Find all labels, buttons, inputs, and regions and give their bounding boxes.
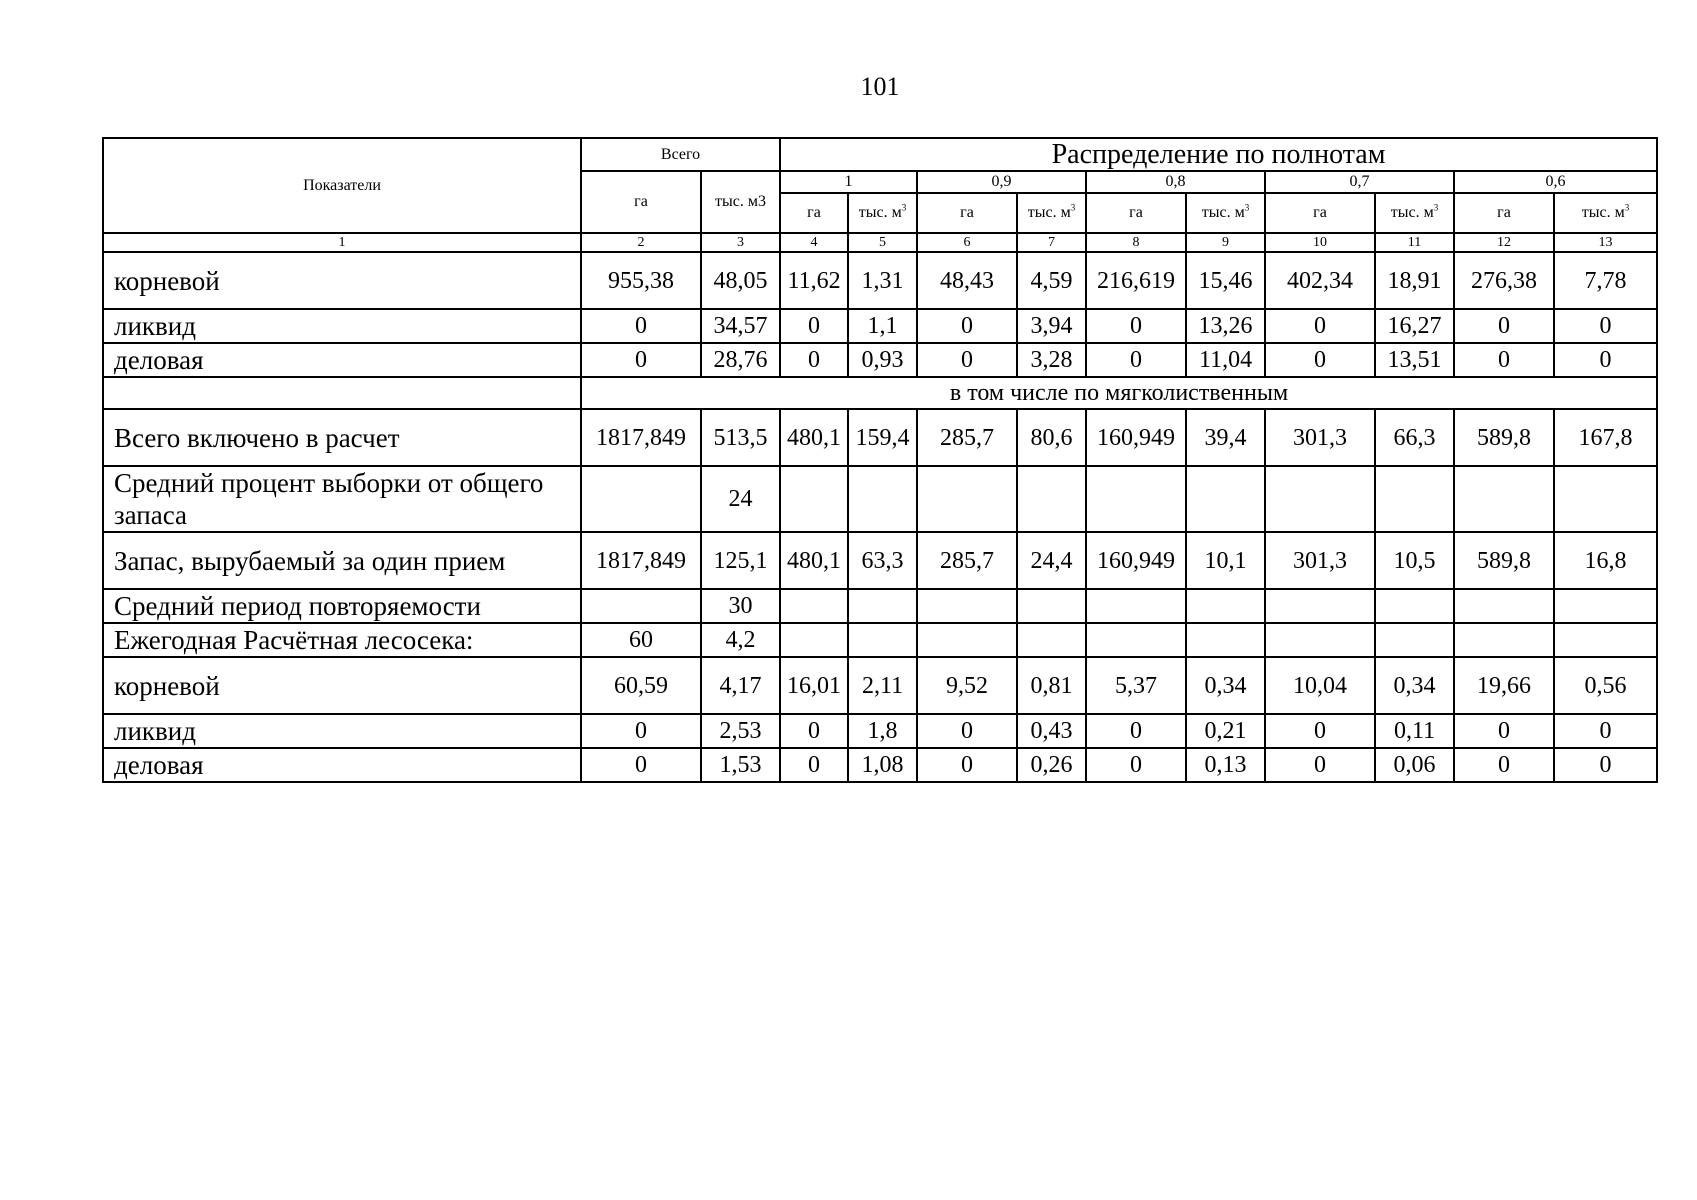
table-cell	[848, 623, 917, 657]
table-cell: 28,76	[701, 343, 780, 377]
page-number: 101	[860, 72, 900, 101]
unit-ha: га	[1454, 193, 1554, 233]
table-row	[103, 409, 1657, 466]
table-cell: 0,11	[1375, 714, 1454, 748]
table-cell: 0,34	[1375, 657, 1454, 714]
row-label: Средний процент выборки от общего запаса	[103, 466, 581, 532]
unit-m3: тыс. $м^3$	[1375, 193, 1454, 233]
column-number: 10	[1265, 233, 1375, 252]
table-cell	[780, 466, 848, 532]
table-cell: 0	[1265, 748, 1375, 782]
table-cell: 1,31	[848, 252, 917, 309]
table-cell: 0	[581, 748, 701, 782]
table-cell	[917, 623, 1017, 657]
table-cell	[1186, 623, 1265, 657]
column-number-row	[103, 233, 1657, 252]
table-cell	[1554, 589, 1657, 623]
table-cell: 11,62	[780, 252, 848, 309]
table-cell: 30	[701, 589, 780, 623]
table-cell: 1,08	[848, 748, 917, 782]
row-label: Запас, вырубаемый за один прием	[103, 532, 581, 589]
table-cell	[1554, 623, 1657, 657]
unit-m3: тыс. $м^3$	[1186, 193, 1265, 233]
table-cell: 0	[1454, 748, 1554, 782]
table-cell: 0,93	[848, 343, 917, 377]
table-cell: 0	[917, 714, 1017, 748]
table-cell: 0	[581, 343, 701, 377]
table-row	[103, 589, 1657, 623]
table-row	[103, 532, 1657, 589]
row-label: деловая	[103, 748, 581, 782]
table-cell: 285,7	[917, 532, 1017, 589]
table-cell: 4,17	[701, 657, 780, 714]
total-ha-header: га	[581, 171, 701, 233]
table-cell: 513,5	[701, 409, 780, 466]
table-row	[103, 714, 1657, 748]
table-cell: 10,04	[1265, 657, 1375, 714]
table-cell: 0	[1086, 309, 1186, 343]
table-cell: 16,01	[780, 657, 848, 714]
table-cell	[581, 589, 701, 623]
table-cell: 589,8	[1454, 532, 1554, 589]
table-cell: 48,43	[917, 252, 1017, 309]
table-row	[103, 343, 1657, 377]
table-cell: 0,56	[1554, 657, 1657, 714]
section-row	[103, 377, 1657, 409]
table-cell: 10,5	[1375, 532, 1454, 589]
table-cell: 159,4	[848, 409, 917, 466]
row-label: деловая	[103, 343, 581, 377]
table-cell	[917, 589, 1017, 623]
table-cell	[1265, 466, 1375, 532]
table-cell: 2,53	[701, 714, 780, 748]
table-row	[103, 309, 1657, 343]
table-cell: 0	[917, 309, 1017, 343]
row-label: Всего включено в расчет	[103, 409, 581, 466]
table-cell	[1265, 589, 1375, 623]
table-body	[103, 138, 1657, 782]
table-cell: 125,1	[701, 532, 780, 589]
table-cell	[917, 466, 1017, 532]
column-number: 4	[780, 233, 848, 252]
table-cell: 1817,849	[581, 532, 701, 589]
table-cell: 301,3	[1265, 532, 1375, 589]
table-cell: 0	[1086, 748, 1186, 782]
density-08-header: 0,8	[1086, 171, 1265, 193]
table-cell	[1186, 589, 1265, 623]
unit-ha: га	[917, 193, 1017, 233]
table-cell: 0	[780, 343, 848, 377]
column-number: 7	[1017, 233, 1086, 252]
unit-ha: га	[1086, 193, 1186, 233]
table-cell	[1554, 466, 1657, 532]
table-cell	[1086, 466, 1186, 532]
column-number: 9	[1186, 233, 1265, 252]
table-cell: 10,1	[1186, 532, 1265, 589]
table-cell	[780, 623, 848, 657]
table-cell: 4,59	[1017, 252, 1086, 309]
row-label: ликвид	[103, 309, 581, 343]
table-cell: 0	[917, 748, 1017, 782]
unit-m3: тыс. $м^3$	[1017, 193, 1086, 233]
header-row-1	[103, 138, 1657, 171]
table-cell	[848, 589, 917, 623]
data-table	[102, 137, 1658, 783]
column-number: 5	[848, 233, 917, 252]
table-cell: 24,4	[1017, 532, 1086, 589]
table-cell: 0	[1265, 343, 1375, 377]
table-cell: 0,26	[1017, 748, 1086, 782]
table-cell: 3,94	[1017, 309, 1086, 343]
table-cell: 0	[780, 714, 848, 748]
table-cell: 955,38	[581, 252, 701, 309]
table-cell: 4,2	[701, 623, 780, 657]
table-row	[103, 657, 1657, 714]
total-header: Всего	[581, 138, 780, 171]
table-cell: 1,1	[848, 309, 917, 343]
table-cell	[1375, 466, 1454, 532]
table-cell	[1265, 623, 1375, 657]
table-cell: 0	[1265, 714, 1375, 748]
distribution-header: Распределение по полнотам	[780, 138, 1657, 171]
table-cell: 1,53	[701, 748, 780, 782]
table-cell: 80,6	[1017, 409, 1086, 466]
table-row	[103, 623, 1657, 657]
table-cell: 66,3	[1375, 409, 1454, 466]
table-cell: 1,8	[848, 714, 917, 748]
table-cell: 0	[1554, 748, 1657, 782]
table-cell: 0	[1554, 714, 1657, 748]
table-cell: 9,52	[917, 657, 1017, 714]
indicators-header: Показатели	[103, 138, 581, 233]
table-cell: 34,57	[701, 309, 780, 343]
table-cell: 0,06	[1375, 748, 1454, 782]
table-cell	[581, 466, 701, 532]
table-cell: 480,1	[780, 409, 848, 466]
table-row	[103, 252, 1657, 309]
table-cell: 0	[1265, 309, 1375, 343]
table-cell: 0	[1086, 714, 1186, 748]
unit-ha: га	[1265, 193, 1375, 233]
column-number: 12	[1454, 233, 1554, 252]
table-cell	[1454, 623, 1554, 657]
table-cell: 7,78	[1554, 252, 1657, 309]
table-cell: 167,8	[1554, 409, 1657, 466]
table-cell: 63,3	[848, 532, 917, 589]
table-cell: 0,21	[1186, 714, 1265, 748]
density-1-header: 1	[780, 171, 917, 193]
table-cell: 13,26	[1186, 309, 1265, 343]
table-cell: 0	[780, 309, 848, 343]
column-number: 3	[701, 233, 780, 252]
section-blank-cell	[103, 377, 581, 409]
table-cell: 39,4	[1186, 409, 1265, 466]
unit-ha: га	[780, 193, 848, 233]
table-cell: 402,34	[1265, 252, 1375, 309]
density-06-header: 0,6	[1454, 171, 1657, 193]
table-cell: 13,51	[1375, 343, 1454, 377]
table-cell: 15,46	[1186, 252, 1265, 309]
table-cell: 11,04	[1186, 343, 1265, 377]
table-cell: 160,949	[1086, 532, 1186, 589]
table-cell: 276,38	[1454, 252, 1554, 309]
table-cell: 48,05	[701, 252, 780, 309]
row-label: корневой	[103, 252, 581, 309]
table-cell: 0	[780, 748, 848, 782]
table-cell	[1017, 466, 1086, 532]
table-cell: 0,81	[1017, 657, 1086, 714]
table-cell: 0,13	[1186, 748, 1265, 782]
table-cell: 0	[1454, 309, 1554, 343]
table-cell: 0	[1454, 714, 1554, 748]
table-cell	[1017, 589, 1086, 623]
column-number: 2	[581, 233, 701, 252]
density-07-header: 0,7	[1265, 171, 1454, 193]
table-cell: 60,59	[581, 657, 701, 714]
table-cell: 60	[581, 623, 701, 657]
table-cell: 16,8	[1554, 532, 1657, 589]
table-cell: 285,7	[917, 409, 1017, 466]
table-cell: 480,1	[780, 532, 848, 589]
table-cell: 0	[581, 714, 701, 748]
table-cell: 16,27	[1375, 309, 1454, 343]
table-cell: 19,66	[1454, 657, 1554, 714]
row-label: Средний период повторяемости	[103, 589, 581, 623]
unit-m3: тыс. $м^3$	[848, 193, 917, 233]
table-cell: 160,949	[1086, 409, 1186, 466]
density-09-header: 0,9	[917, 171, 1086, 193]
column-number: 8	[1086, 233, 1186, 252]
column-number: 13	[1554, 233, 1657, 252]
table-row	[103, 466, 1657, 532]
table-cell: 1817,849	[581, 409, 701, 466]
table-cell	[1375, 589, 1454, 623]
table-cell	[1086, 589, 1186, 623]
table-cell: 0	[1554, 309, 1657, 343]
table-cell: 0,43	[1017, 714, 1086, 748]
table-cell	[848, 466, 917, 532]
column-number: 1	[103, 233, 581, 252]
table-cell	[1454, 466, 1554, 532]
row-label: ликвид	[103, 714, 581, 748]
table-cell	[1086, 623, 1186, 657]
table-cell: 3,28	[1017, 343, 1086, 377]
section-label: в том числе по мягколиственным	[581, 377, 1657, 409]
table-cell: 18,91	[1375, 252, 1454, 309]
table-row	[103, 748, 1657, 782]
table-cell	[1375, 623, 1454, 657]
table-cell: 0	[1454, 343, 1554, 377]
row-label: корневой	[103, 657, 581, 714]
table-cell: 5,37	[1086, 657, 1186, 714]
table-cell: 0,34	[1186, 657, 1265, 714]
table-cell: 0	[917, 343, 1017, 377]
table-cell	[1186, 466, 1265, 532]
table-cell	[1454, 589, 1554, 623]
table-cell: 24	[701, 466, 780, 532]
row-label: Ежегодная Расчётная лесосека:	[103, 623, 581, 657]
table-cell	[780, 589, 848, 623]
table-cell: 0	[581, 309, 701, 343]
column-number: 11	[1375, 233, 1454, 252]
table-cell: 301,3	[1265, 409, 1375, 466]
table-cell	[1017, 623, 1086, 657]
total-m3-header: тыс. м3	[701, 171, 780, 233]
table-cell: 0	[1086, 343, 1186, 377]
table-cell: 2,11	[848, 657, 917, 714]
table-cell: 216,619	[1086, 252, 1186, 309]
table-cell: 589,8	[1454, 409, 1554, 466]
column-number: 6	[917, 233, 1017, 252]
table-cell: 0	[1554, 343, 1657, 377]
unit-m3: тыс. $м^3$	[1554, 193, 1657, 233]
